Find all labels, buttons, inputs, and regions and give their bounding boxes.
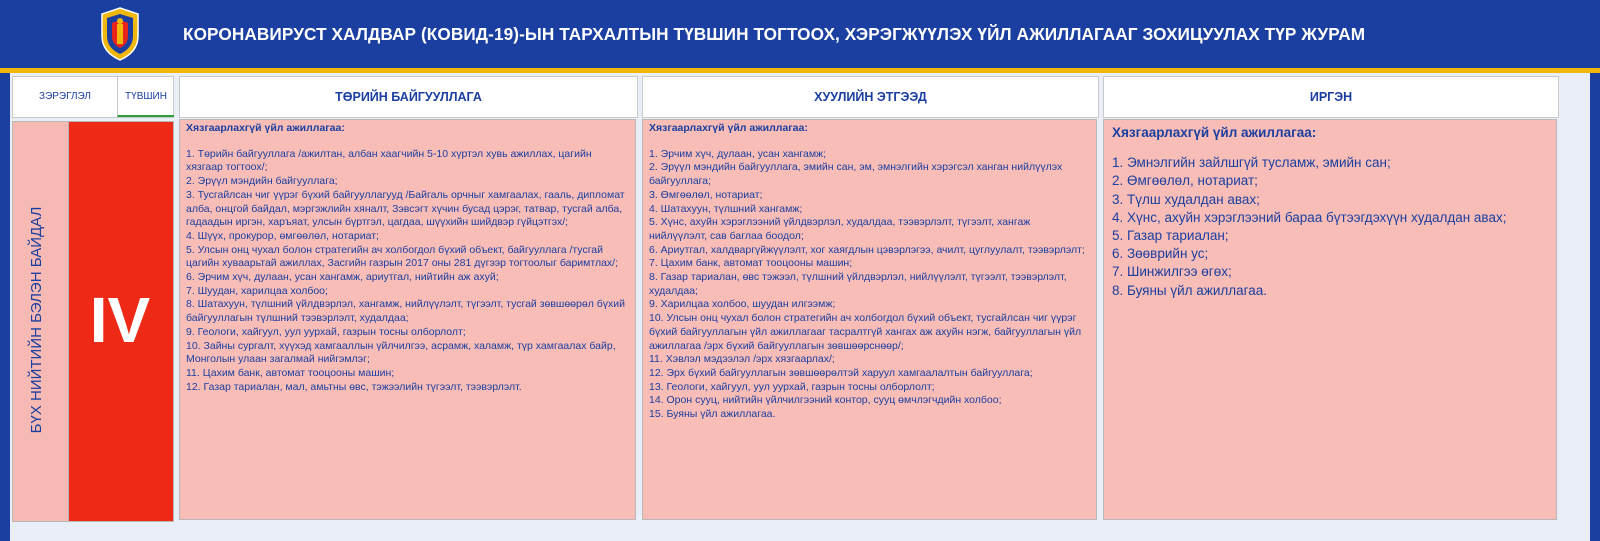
list-item: 1. Төрийн байгууллага /ажилтан, албан хаагчийн 5-10 хүртэл хувь ажиллах, цагийн хязгаар тогтоох/; — [186, 147, 592, 174]
list-item: 4. Шүүх, прокурор, өмгөөлөл, нотариат; — [186, 229, 379, 242]
list-item: 6. Эрчим хүч, дулаан, усан хангамж, ариутгал, нийтийн аж ахуй; — [186, 271, 499, 284]
list-item: 9. Харилцаа холбоо, шуудан илгээмж; — [649, 298, 836, 311]
right-edge-bar — [1590, 73, 1600, 541]
tab-zereglel[interactable]: ЗЭРЭГЛЭЛ — [39, 91, 91, 102]
list-item: 4. Хүнс, ахуйн хэрэглээний бараа бүтээгдэхүүн худалдан авах; — [1112, 209, 1507, 225]
column-body-legal-entity — [642, 119, 1097, 520]
list-item: 1. Эмнэлгийн зайлшгүй тусламж, эмийн сан; — [1112, 155, 1391, 171]
list-item: 8. Буяны үйл ажиллагаа. — [1112, 282, 1268, 298]
list-item: 2. Эрүүл мэндийн байгууллага; — [186, 175, 338, 188]
list-item: 6. Ариутгал, халдваргүйжүүлэлт, хог хаягдлын цэвэрлэгээ, ачилт, цуглуулалт, тээвэрлэлт; — [649, 243, 1085, 256]
list-item: 7. Цахим банк, автомат тооцооны машин; — [649, 257, 853, 270]
list-item: 11. Хэвлэл мэдээлэл /эрх хязгаарлах/; — [649, 353, 835, 366]
list-item: 7. Шуудан, харилцаа холбоо; — [186, 284, 328, 297]
column-body-state-org — [179, 119, 636, 520]
list-item: 3. Тусгайлсан чиг үүрэг бүхий байгууллагууд /Байгаль орчныг хамгаалах, гааль, дипломат алба, онцгой байдал, мэргэжлийн хяналт, Зэвсэгт хүчин бусад цэрэг, татвар, тусгай алба, гадаадын иргэн, харъяат, улсын бүртгэл, цагдаа, шүүхийн шийдвэр гүйцэтгэх/; — [186, 188, 625, 229]
column-header-state-org: ТӨРИЙН БАЙГУУЛЛАГА — [179, 76, 638, 118]
list-item: 8. Шатахуун, түлшний үйлдвэрлэл, хангамж, нийлүүлэлт, түгээлт, тусгай зөвшөөрөл бүхий байгууллагын түлшний тээвэрлэлт, худалдаа; — [186, 298, 625, 325]
list-item: 11. Цахим банк, автомат тооцооны машин; — [186, 366, 395, 379]
list-item: 10. Улсын онц чухал болон стратегийн ач холбогдол бүхий объект, тусгайлсан чиг үүрэг бүхий байгууллагын үйл ажиллагааг тасралтгүй хангах аж ахуйн нэгж, байгууллагын үйл ажиллагаа /эрх бүхий байгууллагын зөвшөөрснөөр/; — [649, 312, 1082, 352]
list-item: 13. Геологи, хайгуул, уул уурхай, газрын тосны олборлолт; — [649, 380, 935, 393]
column-header-citizen: ИРГЭН — [1103, 76, 1559, 118]
list-item: 9. Геологи, хайгуул, уул уурхай, газрын тосны олборлолт; — [186, 325, 466, 338]
list-item: 12. Газар тариалан, мал, амьтны өвс, тэжээлийн түгээлт, тээвэрлэлт. — [186, 380, 522, 393]
list-item: 5. Газар тариалан; — [1112, 228, 1229, 244]
list-item: 5. Хүнс, ахуйн хэрэглээний үйлдвэрлэл, худалдаа, тээвэрлэлт, түгээлт, хангаж нийлүүлэлт, сав баглаа боодол; — [649, 216, 1031, 242]
list-item: 3. Түлш худалдан авах; — [1112, 191, 1260, 207]
column-title: Хязгаарлахгүй үйл ажиллагаа: — [649, 122, 808, 134]
tab-tuvshin[interactable]: ТҮВШИН — [117, 77, 174, 117]
list-item: 2. Эрүүл мэндийн байгууллага, эмийн сан, эм, эмнэлгийн хэрэгсэл ханган нийлүүлэх байгууллага; — [649, 161, 1063, 188]
list-item: 15. Буяны үйл ажиллагаа. — [649, 408, 776, 421]
list-item: 3. Өмгөөлөл, нотариат; — [649, 188, 763, 201]
column-header-legal-entity: ХУУЛИЙН ЭТГЭЭД — [642, 76, 1099, 118]
level-tabs — [12, 76, 174, 118]
list-item: 4. Шатахуун, түлшний хангамж; — [649, 202, 803, 215]
list-item: 5. Улсын онц чухал болон стратегийн ач холбогдол бүхий объект, байгууллага /тусгай цагийн хуваарьтай ажиллах, Засгийн газрын 2017 оны 281 дүгээр тогтоолыг баримтлах/; — [186, 243, 619, 270]
list-item: 12. Эрх бүхий байгууллагын зөвшөөрөлтэй харуул хамгаалалтын байгууллага; — [649, 366, 1033, 379]
list-item: 7. Шинжилгээ өгөх; — [1112, 264, 1232, 280]
level-number: IV — [89, 284, 151, 356]
header-bar — [0, 0, 1600, 68]
level-label: БҮХ НИЙТИЙН БЭЛЭН БАЙДАЛ — [28, 206, 45, 434]
police-emblem-icon — [98, 6, 142, 62]
column-title: Хязгаарлахгүй үйл ажиллагаа: — [186, 122, 345, 134]
list-item: 1. Эрчим хүч, дулаан, усан хангамж; — [649, 147, 826, 160]
left-edge-bar — [0, 73, 10, 541]
list-item: 10. Зайны сургалт, хүүхэд хамгааллын үйлчилгээ, асрамж, халамж, түр хамгаалах байр, Монголын улаан загалмай нийгэмлэг; — [186, 339, 616, 366]
page-title: КОРОНАВИРУСТ ХАЛДВАР (КОВИД-19)-ЫН ТАРХАЛТЫН ТҮВШИН ТОГТООХ, ХЭРЭГЖҮҮЛЭХ ҮЙЛ АЖИЛЛАГААГ ЗОХИЦУУЛАХ ТҮР ЖУРАМ — [183, 24, 1366, 44]
list-item: 8. Газар тариалан, өвс тэжээл, түлшний үйлдвэрлэл, нийлүүлэлт, түгээлт, тээвэрлэлт, худалдаа; — [649, 271, 1067, 297]
list-item: 14. Орон сууц, нийтийн үйлчилгээний контор, сууц өмчлэгчдийн холбоо; — [649, 394, 1002, 407]
list-item: 2. Өмгөөлөл, нотариат; — [1112, 173, 1258, 189]
column-body-citizen — [1103, 119, 1557, 520]
list-item: 6. Зөөврийн ус; — [1112, 246, 1209, 262]
column-title: Хязгаарлахгүй үйл ажиллагаа: — [1112, 125, 1317, 140]
header-accent-stripe — [0, 68, 1600, 73]
